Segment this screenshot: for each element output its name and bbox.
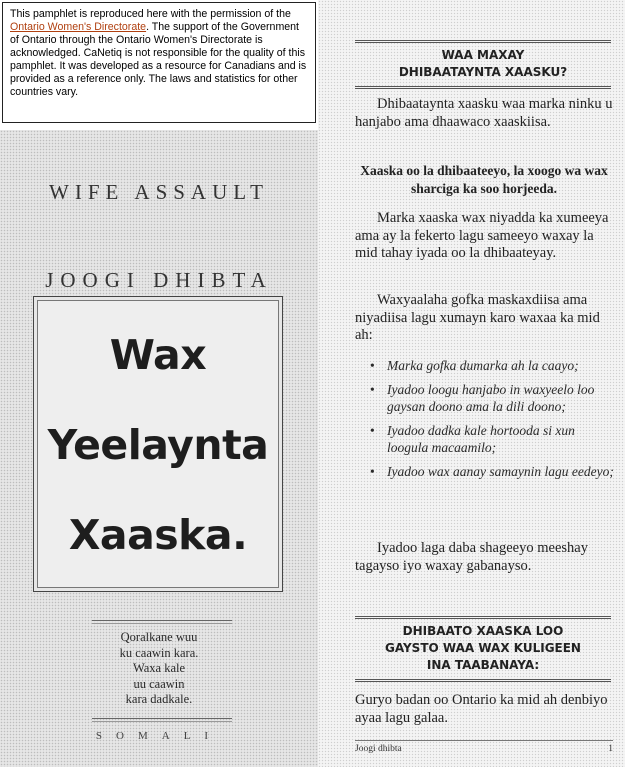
page-footer xyxy=(355,740,613,754)
poem-line: uu caawin xyxy=(133,676,185,691)
reproduction-notice xyxy=(2,2,316,123)
page-number: 1 xyxy=(608,744,613,754)
heading-line: GAYSTO WAA WAX KULIGEEN xyxy=(385,641,581,655)
heading-line: DHIBAATAYNTA XAASKU? xyxy=(398,65,568,79)
pamphlet-page xyxy=(318,0,625,767)
cover-language: SOMALI xyxy=(95,730,223,742)
cover-title-line-1: Wax xyxy=(109,331,207,379)
paragraph-ontario-homes: Guryo badan oo Ontario ka mid ah denbiyo ayaa lagu galaa. xyxy=(355,692,608,726)
paragraph-law: Xaaska oo la dhibaateeyo, la xoogo wa wax sharciga ka soo horjeeda. xyxy=(360,163,608,196)
paragraph-emotional: Marka xaaska wax niyadda ka xumeeya ama ay la fekerto lagu sameeyo waxay la mid tahay iyada oo la dhibaateyay. xyxy=(355,210,609,261)
pamphlet-cover xyxy=(0,130,318,767)
section-heading-what-is xyxy=(355,40,611,89)
paragraph-definition: Dhibaataynta xaasku waa marka ninku u hanjabo ama dhaawaco xaaskiisa. xyxy=(355,96,613,130)
list-item: • Iyadoo loogu hanjabo in waxyeelo loo gaysan doono ama la dili doono; xyxy=(370,381,615,415)
paragraph-examples-intro: Waxyaalaha gofka maskaxdiisa ama niyadiisa lagu xumayn karo waxaa ka mid ah: xyxy=(355,292,600,343)
heading-line: WAA MAXAY xyxy=(441,48,525,62)
cover-rule-bottom xyxy=(92,718,232,722)
heading-line: INA TAABANAYA: xyxy=(426,658,540,672)
poem-line: Waxa kale xyxy=(132,661,186,675)
section-heading-affects-all xyxy=(355,616,611,682)
notice-text-start: This pamphlet is reproduced here with the permission of the xyxy=(10,8,291,20)
list-item: • Iyadoo dadka kale hortooda si xun loogula macaamilo; xyxy=(370,422,615,456)
poem-line: ku caawin kara. xyxy=(119,645,199,660)
cover-rule-top xyxy=(92,620,232,624)
ontario-womens-directorate-link[interactable]: Ontario Women's Directorate xyxy=(10,21,147,33)
cover-title-line-3: Xaaska. xyxy=(68,511,248,559)
examples-list xyxy=(370,357,615,487)
cover-title-line-2: Yeelaynta xyxy=(47,421,269,469)
heading-line: DHIBAATO XAASKA LOO xyxy=(402,624,564,638)
footer-title: Joogi dhibta xyxy=(355,744,402,754)
list-item: • Marka gofka dumarka ah la caayo; xyxy=(370,357,615,374)
cover-poem xyxy=(0,630,318,708)
notice-text-end: . The support of the Government of Ontario through the Ontario Women's Directorate is acknowledged. CaNetiq is not responsible for the quality of this pamphlet. It was developed as a resource for Canadians and is provided as a reference only. The laws and statistics for other countries vary. xyxy=(10,21,307,98)
poem-line: kara dadkale. xyxy=(125,692,193,706)
cover-joogi-dhibta: JOOGI DHIBTA xyxy=(45,268,273,292)
cover-title-frame xyxy=(33,296,283,592)
cover-wife-assault: WIFE ASSAULT xyxy=(49,180,269,204)
paragraph-following: Iyadoo laga daba shageeyo meeshay tagayso iyo waxay gabanayso. xyxy=(355,540,588,574)
poem-line: Qoralkane wuu xyxy=(120,630,198,644)
list-item: • Iyadoo wax aanay samaynin lagu eedeyo; xyxy=(370,463,615,480)
